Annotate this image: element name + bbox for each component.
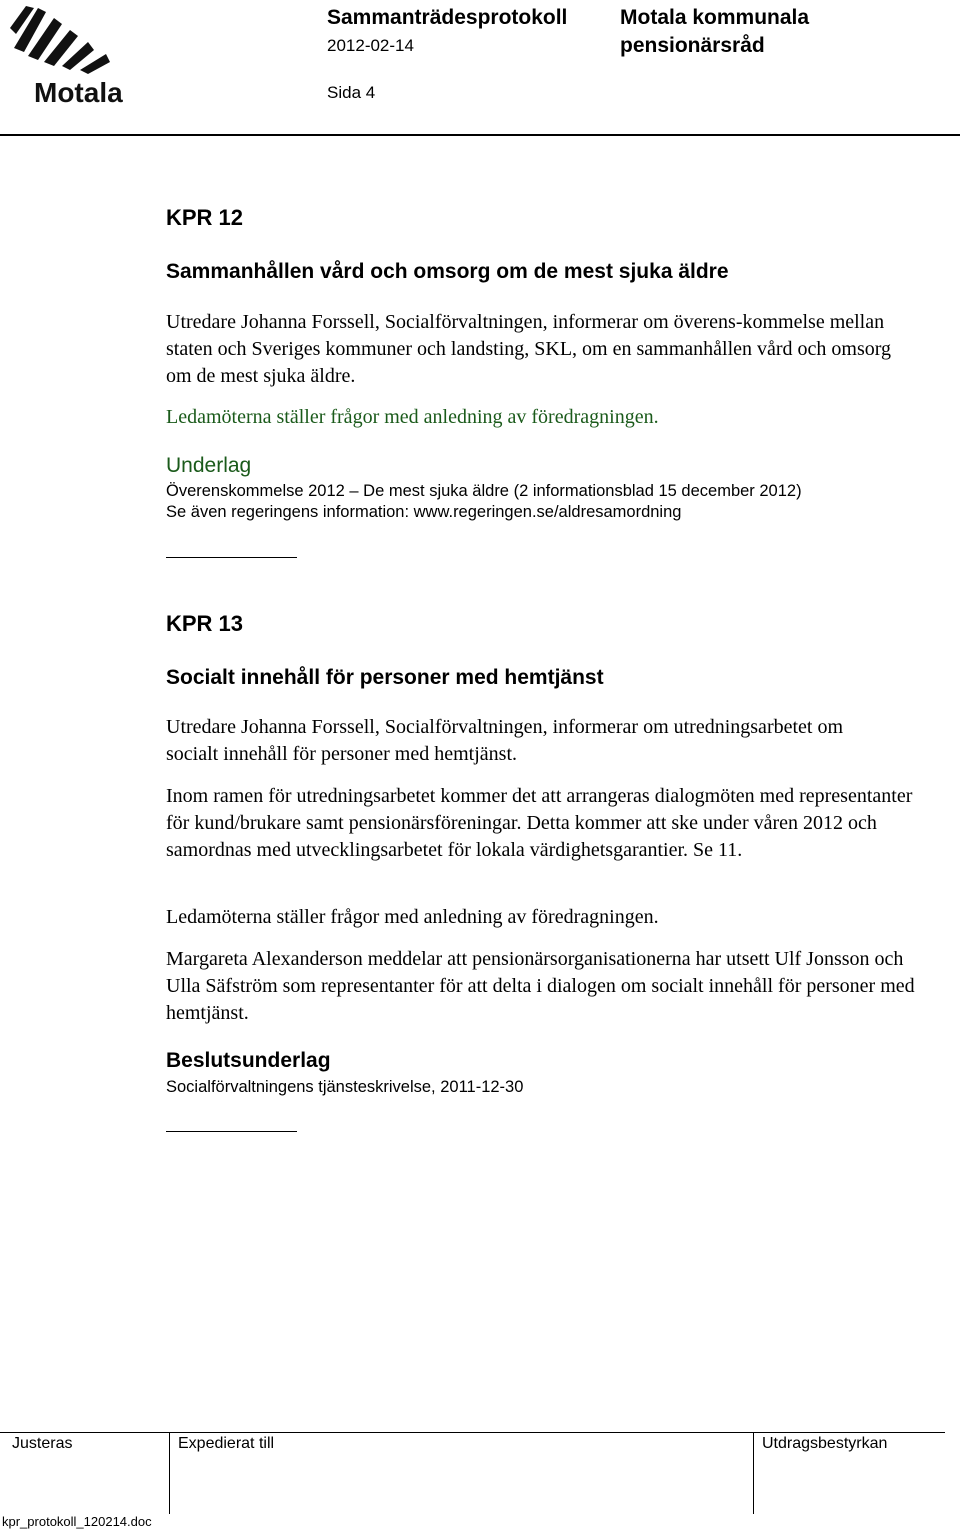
- meeting-date: 2012-02-14: [327, 36, 414, 55]
- basis-heading: Underlag: [166, 454, 252, 477]
- section-title: Socialt innehåll för personer med hemtjänst: [166, 666, 604, 689]
- footer-divider: [169, 1432, 170, 1514]
- paragraph: Ledamöterna ställer frågor med anledning av föredragningen.: [166, 406, 659, 428]
- org-name-line1: Motala kommunala: [620, 6, 810, 29]
- paragraph: Margareta Alexanderson meddelar att pensionärsorganisationerna har utsett Ulf Jonsson och Ulla Säfström som representanter för att delta i dialogen om socialt innehåll för personer med hemtjänst.: [166, 948, 915, 1024]
- section-number: KPR 12: [166, 205, 244, 230]
- paragraph: Utredare Johanna Forssell, Socialförvaltningen, informerar om överens-kommelse mellan staten och Sveriges kommuner och landsting, SKL, om en sammanhållen vård och omsorg om de mest sjuka äldre.: [166, 311, 892, 387]
- footer-utdragsbestyrkan: Utdragsbestyrkan: [762, 1435, 888, 1452]
- logo-wordmark: Motala: [34, 77, 123, 108]
- section-end-rule: [166, 557, 297, 558]
- basis-heading: Beslutsunderlag: [166, 1049, 331, 1072]
- header-divider: [0, 134, 960, 136]
- document-type: Sammanträdesprotokoll: [327, 6, 568, 29]
- paragraph: Ledamöterna ställer frågor med anledning av föredragningen.: [166, 906, 659, 928]
- basis-line: Se även regeringens information: www.regeringen.se/aldresamordning: [166, 503, 682, 521]
- basis-line: Överenskommelse 2012 – De mest sjuka äldre (2 informationsblad 15 december 2012): [166, 482, 802, 500]
- section-end-rule: [166, 1131, 297, 1132]
- page-number: Sida 4: [327, 83, 376, 102]
- motala-logo: [8, 4, 123, 108]
- org-name-line2: pensionärsråd: [620, 34, 765, 57]
- footer-filename: kpr_protokoll_120214.doc: [2, 1514, 152, 1529]
- footer-expedierat: Expedierat till: [178, 1435, 275, 1452]
- paragraph: Utredare Johanna Forssell, Socialförvaltningen, informerar om utredningsarbetet om socialt innehåll för personer med hemtjänst.: [166, 716, 844, 765]
- basis-line: Socialförvaltningens tjänsteskrivelse, 2011-12-30: [166, 1078, 524, 1096]
- section-number: KPR 13: [166, 611, 244, 636]
- section-title: Sammanhållen vård och omsorg om de mest sjuka äldre: [166, 260, 729, 283]
- footer-top-rule: [0, 1432, 945, 1433]
- footer-divider: [753, 1432, 754, 1514]
- paragraph: Inom ramen för utredningsarbetet kommer det att arrangeras dialogmöten med representanter för kund/brukare samt pensionärsföreningar. Detta kommer att ske under våren 2012 och samordnas med utvecklingsarbetet för lokala värdighetsgarantier. Se 11.: [166, 785, 913, 861]
- footer-justeras: Justeras: [12, 1435, 73, 1452]
